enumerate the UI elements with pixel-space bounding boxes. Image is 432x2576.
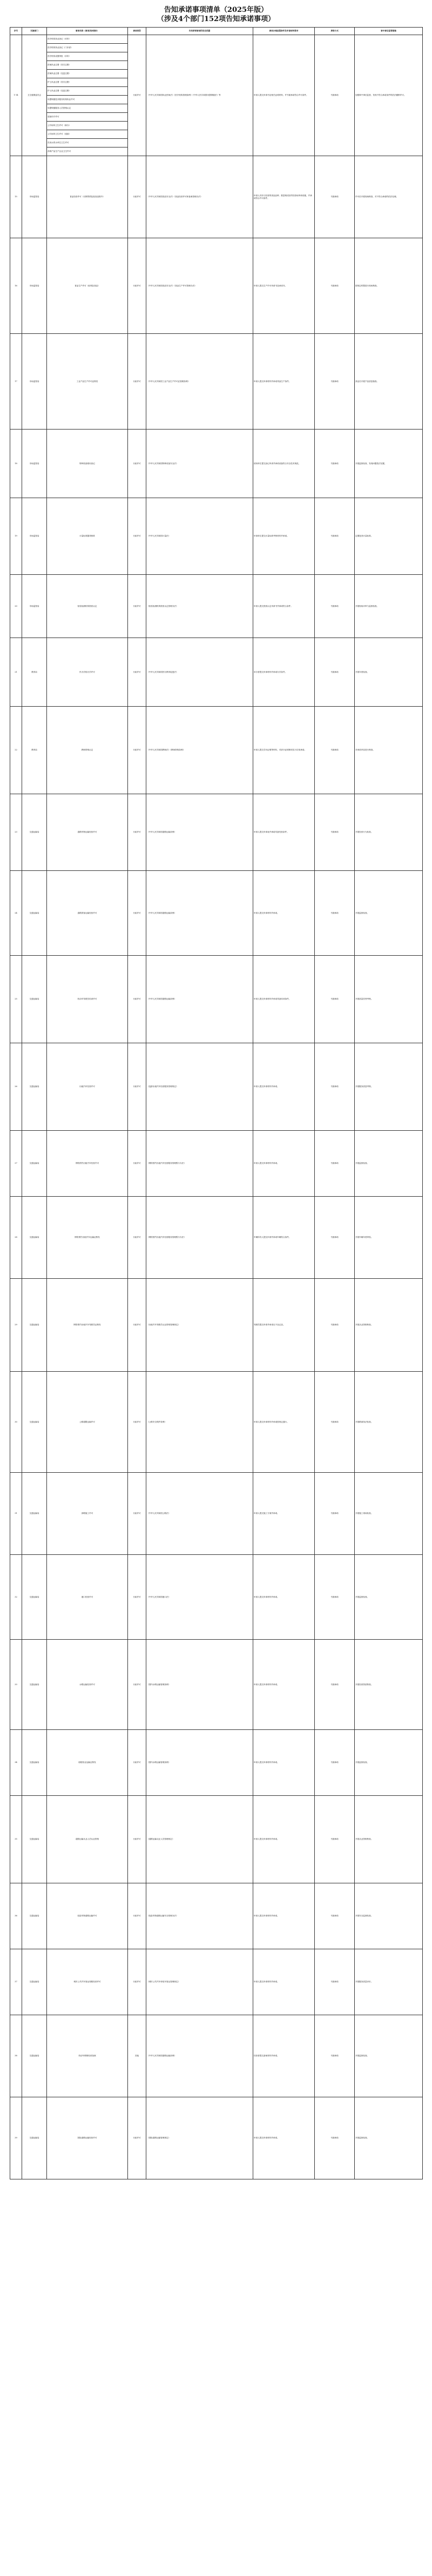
cell-commit: 书面承诺 [315, 638, 355, 707]
cell-no: 15 [10, 156, 22, 238]
cell-type: 行政许可 [128, 1473, 146, 1555]
cell-commit: 书面承诺 [315, 498, 355, 575]
cell-conditions: 使用单位提交登记申请并承诺设备符合安全技术规范。 [253, 430, 315, 498]
cell-name: 食品生产许可（低风险食品） [47, 238, 128, 334]
cell-commit: 书面承诺 [315, 1730, 355, 1796]
table-row [10, 498, 423, 575]
cell-basis: 《国内水路运输管理条例》 [146, 1730, 253, 1796]
cell-no: 17 [10, 334, 22, 430]
cell-dept: 交通运输局 [22, 1279, 47, 1372]
cell-name: 网络预约出租汽车经营许可 [47, 1131, 128, 1197]
table-row [10, 430, 423, 498]
cell-name: 船舶营业运输证核发 [47, 1730, 128, 1796]
cell-supervise: 开展从业资格核查。 [355, 1796, 423, 1883]
cell-basis: 《公路安全保护条例》 [146, 1372, 253, 1473]
cell-conditions: 举办者提交申请材料并承诺办学条件。 [253, 638, 315, 707]
cell-name: 涉路施工许可 [47, 1473, 128, 1555]
cell-name: 网络预约出租汽车运输证核发 [47, 1197, 128, 1279]
cell-basis: 《中华人民共和国民办教育促进法》 [146, 638, 253, 707]
cell-conditions: 经营者提交备案材料并承诺。 [253, 2015, 315, 2097]
cell-commit: 书面承诺 [315, 956, 355, 1043]
cell-commit: 书面承诺 [315, 707, 355, 794]
cell-no: 33 [10, 1640, 22, 1730]
cell-no: 28 [10, 1197, 22, 1279]
cell-conditions: 申请人提交申请材料并承诺。 [253, 1796, 315, 1883]
cell-name: 医师执业注册（首次注册） [47, 61, 128, 70]
cell-supervise: 加强事中事后监管，发现不符合承诺条件的依法撤销许可。 [355, 35, 423, 156]
cell-dept: 交通运输局 [22, 956, 47, 1043]
cell-name: 计量标准器具核准 [47, 498, 128, 575]
cell-name: 护士执业注册（变更注册） [47, 87, 128, 96]
cell-name: 公路超限运输许可 [47, 1372, 128, 1473]
cell-basis: 《中华人民共和国公路法》 [146, 1473, 253, 1555]
header-name: 事项名称（事项具体情形） [47, 28, 128, 35]
table-row [10, 1473, 423, 1555]
cell-name: 饮用水供水单位卫生许可 [47, 139, 128, 147]
table-row [10, 1043, 423, 1131]
cell-dept: 交通运输局 [22, 2097, 47, 2179]
cell-no: 1-14 [10, 35, 22, 156]
cell-name: 机动车维修经营备案 [47, 2015, 128, 2097]
cell-dept: 交通运输局 [22, 1197, 47, 1279]
header-type: 事项类型 [128, 28, 146, 35]
cell-conditions: 申请人提交申请材料并承诺。 [253, 1555, 315, 1640]
cell-conditions: 车辆所有人提交申请并承诺车辆符合条件。 [253, 1197, 315, 1279]
cell-conditions: 申请人提交申请书及相关证明材料，并书面承诺符合许可条件。 [253, 35, 315, 156]
cell-name: 教师资格认定 [47, 707, 128, 794]
cell-commit: 书面承诺 [315, 2015, 355, 2097]
cell-name: 放射诊疗许可 [47, 113, 128, 122]
cell-conditions: 申请人提交申请材料并承诺。 [253, 1949, 315, 2015]
cell-name: 道路货物运输经营许可 [47, 794, 128, 871]
cell-dept: 交通运输局 [22, 2015, 47, 2097]
cell-dept: 交通运输局 [22, 1883, 47, 1949]
cell-dept: 卫生健康委员会 [22, 35, 47, 156]
cell-type: 行政许可 [128, 1197, 146, 1279]
table-row [10, 1949, 423, 2015]
cell-basis: 《中华人民共和国特种设备安全法》 [146, 430, 253, 498]
cell-type: 行政许可 [128, 238, 146, 334]
cell-commit: 书面承诺 [315, 2097, 355, 2179]
cell-dept: 市场监管局 [22, 575, 47, 638]
cell-commit: 书面承诺 [315, 871, 355, 956]
cell-commit: 书面承诺 [315, 1372, 355, 1473]
cell-supervise: 开展年度检查。 [355, 638, 423, 707]
cell-no: 36 [10, 1883, 22, 1949]
cell-dept: 交通运输局 [22, 1555, 47, 1640]
cell-conditions: 申请人提交申请材料并承诺。 [253, 1640, 315, 1730]
cell-name: 消毒产品生产企业卫生许可 [47, 147, 128, 156]
cell-type: 行政许可 [128, 430, 146, 498]
cell-no: 35 [10, 1796, 22, 1883]
cell-dept: 交通运输局 [22, 871, 47, 956]
table-row [10, 2015, 423, 2097]
cell-name: 公共场所卫生许可（延续） [47, 130, 128, 139]
cell-basis: 《城市公共汽车和电车客运管理规定》 [146, 1949, 253, 2015]
cell-no: 27 [10, 1131, 22, 1197]
cell-supervise: 开展服务质量评价。 [355, 1949, 423, 2015]
cell-type: 行政许可 [128, 1730, 146, 1796]
table-row [10, 1372, 423, 1473]
table-row [10, 871, 423, 956]
cell-no: 30 [10, 1372, 22, 1473]
cell-conditions: 申请人提交申请材料并承诺。 [253, 1131, 315, 1197]
cell-basis: 《检验检测机构资质认定管理办法》 [146, 575, 253, 638]
header-commit: 承诺方式 [315, 28, 355, 35]
cell-no: 26 [10, 1043, 22, 1131]
table-row [10, 638, 423, 707]
cell-name: 网络预约出租汽车驾驶员证核发 [47, 1279, 128, 1372]
cell-dept: 市场监管局 [22, 334, 47, 430]
cell-conditions: 申请人具有与经营的食品品种、数量相适应的经营场所和设施，并承诺符合许可条件。 [253, 156, 315, 238]
title-line-1: 告知承诺事项清单（2025年版） [164, 6, 268, 14]
cell-basis: 《网络预约出租汽车经营服务管理暂行办法》 [146, 1131, 253, 1197]
cell-no: 23 [10, 794, 22, 871]
cell-supervise: 开展服务质量考核。 [355, 1043, 423, 1131]
cell-conditions: 申请单位提交计量标准考核材料并承诺。 [253, 498, 315, 575]
table-row [10, 1279, 423, 1372]
table-row [10, 1883, 423, 1949]
cell-conditions: 申请人提交申请材料并承诺。 [253, 1043, 315, 1131]
cell-supervise: 开展监督检查。 [355, 1555, 423, 1640]
cell-dept: 市场监管局 [22, 498, 47, 575]
cell-dept: 交通运输局 [22, 1473, 47, 1555]
cell-commit: 书面承诺 [315, 35, 355, 156]
cell-no: 18 [10, 430, 22, 498]
table-row [10, 1730, 423, 1796]
cell-type: 行政许可 [128, 1131, 146, 1197]
cell-commit: 书面承诺 [315, 1043, 355, 1131]
cell-commit: 书面承诺 [315, 156, 355, 238]
cell-supervise: 开展监督检查。 [355, 1730, 423, 1796]
cell-name: 民办学校办学许可 [47, 638, 128, 707]
cell-type: 行政许可 [128, 956, 146, 1043]
cell-supervise: 开展从业资格核查。 [355, 1279, 423, 1372]
cell-commit: 书面承诺 [315, 794, 355, 871]
table-row [10, 956, 423, 1043]
cell-commit: 书面承诺 [315, 1473, 355, 1555]
cell-supervise: 开展现场评审与监督检查。 [355, 575, 423, 638]
cell-supervise: 定期复查计量标准。 [355, 498, 423, 575]
cell-basis: 《危险货物道路运输安全管理办法》 [146, 1883, 253, 1949]
cell-type: 其他 [128, 2015, 146, 2097]
cell-no: 25 [10, 956, 22, 1043]
header-no: 序号 [10, 28, 22, 35]
cell-dept: 交通运输局 [22, 1949, 47, 2015]
cell-name: 医师执业注册（变更注册） [47, 70, 128, 78]
cell-name: 工业产品生产许可证核发 [47, 334, 128, 430]
header-conditions: 事项办理前置条件及申请材料要求 [253, 28, 315, 35]
cell-type: 行政许可 [128, 1796, 146, 1883]
cell-supervise: 开展路面执法检查。 [355, 1372, 423, 1473]
cell-commit: 书面承诺 [315, 430, 355, 498]
cell-no: 31 [10, 1473, 22, 1555]
cell-name: 机动车驾驶员培训许可 [47, 956, 128, 1043]
cell-commit: 书面承诺 [315, 1197, 355, 1279]
cell-commit: 书面承诺 [315, 1949, 355, 2015]
cell-basis: 《中华人民共和国工业产品生产许可证管理条例》 [146, 334, 253, 430]
cell-commit: 书面承诺 [315, 238, 355, 334]
table-row [10, 1640, 423, 1730]
cell-basis: 《中华人民共和国道路运输条例》 [146, 2015, 253, 2097]
cell-conditions: 申请人提交申请材料并承诺。 [253, 1730, 315, 1796]
cell-basis: 《出租汽车驾驶员从业资格管理规定》 [146, 1279, 253, 1372]
header-dept: 实施部门 [22, 28, 47, 35]
table-row [10, 156, 423, 238]
cell-name: 公共场所卫生许可（新办） [47, 122, 128, 130]
cell-dept: 交通运输局 [22, 1640, 47, 1730]
cell-type: 行政许可 [128, 156, 146, 238]
cell-name: 护士执业注册（首次注册） [47, 78, 128, 87]
cell-name: 特种设备使用登记 [47, 430, 128, 498]
cell-basis: 《中华人民共和国执业医师法》《医疗机构管理条例》《中华人民共和国母婴保健法》等 [146, 35, 253, 156]
cell-dept: 交通运输局 [22, 1043, 47, 1131]
cell-type: 行政许可 [128, 1883, 146, 1949]
header-basis: 告知承诺事项的设定依据 [146, 28, 253, 35]
table-row [10, 1555, 423, 1640]
cell-no: 34 [10, 1730, 22, 1796]
cell-conditions: 申请人提交申请表并承诺具备经营条件。 [253, 794, 315, 871]
cell-type: 行政许可 [128, 498, 146, 575]
cell-dept: 交通运输局 [22, 1730, 47, 1796]
cell-supervise: 开展经营资质核查。 [355, 1640, 423, 1730]
cell-basis: 《中华人民共和国教师法》《教师资格条例》 [146, 707, 253, 794]
table-row [10, 794, 423, 871]
cell-type: 行政许可 [128, 334, 146, 430]
table-row [10, 334, 423, 430]
cell-name: 医疗机构设置审批（诊所） [47, 52, 128, 61]
cell-supervise: 获证后开展产品质量抽查。 [355, 334, 423, 430]
cell-no: 16 [10, 238, 22, 334]
table-row [10, 2097, 423, 2179]
cell-name: 食品经营许可（仅销售预包装食品除外） [47, 156, 128, 238]
table-row [10, 35, 423, 44]
cell-commit: 书面承诺 [315, 1796, 355, 1883]
cell-conditions: 申请人提交申请材料并承诺。 [253, 2097, 315, 2179]
cell-dept: 交通运输局 [22, 794, 47, 871]
header-supervise: 事中事后监管措施 [355, 28, 423, 35]
cell-supervise: 开展监督检查。 [355, 871, 423, 956]
cell-type: 行政许可 [128, 1555, 146, 1640]
cell-supervise: 开展监督检查。 [355, 1131, 423, 1197]
cell-conditions: 申请人提交资质认定申请书并承诺符合条件。 [253, 575, 315, 638]
cell-basis: 《道路运输从业人员管理规定》 [146, 1796, 253, 1883]
table-row [10, 1131, 423, 1197]
cell-no: 38 [10, 2015, 22, 2097]
cell-commit: 书面承诺 [315, 1883, 355, 1949]
cell-basis: 《国际道路运输管理规定》 [146, 2097, 253, 2179]
cell-dept: 市场监管局 [22, 238, 47, 334]
cell-supervise: 开展监督检查。 [355, 2097, 423, 2179]
title-line-2: （涉及4个部门152项告知承诺事项） [157, 15, 275, 23]
cell-type: 行政许可 [128, 1949, 146, 2015]
document-title [10, 5, 422, 24]
cell-type: 行政许可 [128, 1279, 146, 1372]
cell-name: 医疗机构执业登记（诊所） [47, 35, 128, 44]
cell-basis: 《中华人民共和国港口法》 [146, 1555, 253, 1640]
table-row [10, 707, 423, 794]
cell-no: 24 [10, 871, 22, 956]
cell-conditions: 申请人提交申请材料并承诺具备生产条件。 [253, 334, 315, 430]
cell-name: 医疗机构执业登记（门诊部） [47, 44, 128, 52]
cell-type: 行政许可 [128, 1043, 146, 1131]
cell-supervise: 对承诺内容进行核查。 [355, 707, 423, 794]
cell-conditions: 申请人提交申请材料并承诺。 [253, 871, 315, 956]
cell-basis: 《网络预约出租汽车经营服务管理暂行办法》 [146, 1197, 253, 1279]
cell-supervise: 按规定时限进行现场核查。 [355, 238, 423, 334]
cell-no: 39 [10, 2097, 22, 2179]
table-header-row [10, 28, 423, 35]
cell-commit: 书面承诺 [315, 334, 355, 430]
cell-commit: 书面承诺 [315, 575, 355, 638]
cell-basis: 《中华人民共和国食品安全法》《食品经营许可和备案管理办法》 [146, 156, 253, 238]
cell-conditions: 申请人提交申请材料并承诺。 [253, 1883, 315, 1949]
cell-conditions: 申请人提交申请材料并承诺按规定通行。 [253, 1372, 315, 1473]
cell-type: 行政许可 [128, 35, 146, 156]
cell-supervise: 开展经营行为检查。 [355, 794, 423, 871]
cell-dept: 市场监管局 [22, 156, 47, 238]
cell-name: 出租汽车经营许可 [47, 1043, 128, 1131]
commitment-table [10, 27, 423, 2179]
cell-no: 37 [10, 1949, 22, 2015]
cell-type: 行政许可 [128, 575, 146, 638]
cell-no: 19 [10, 498, 22, 575]
cell-conditions: 申请人提交学历证明等材料，对部分证明事项实行告知承诺。 [253, 707, 315, 794]
cell-no: 20 [10, 575, 22, 638]
cell-name: 危险货物道路运输许可 [47, 1883, 128, 1949]
cell-basis: 《中华人民共和国道路运输条例》 [146, 956, 253, 1043]
cell-supervise: 许可后开展现场核查，对不符合承诺的依法处理。 [355, 156, 423, 238]
cell-basis: 《国内水路运输管理条例》 [146, 1640, 253, 1730]
table-row [10, 1796, 423, 1883]
table-row [10, 1197, 423, 1279]
cell-supervise: 开展安全监督检查。 [355, 1883, 423, 1949]
cell-basis: 《中华人民共和国计量法》 [146, 498, 253, 575]
cell-commit: 书面承诺 [315, 1555, 355, 1640]
table-row [10, 238, 423, 334]
cell-no: 32 [10, 1555, 22, 1640]
cell-basis: 《中华人民共和国道路运输条例》 [146, 794, 253, 871]
cell-supervise: 开展施工现场检查。 [355, 1473, 423, 1555]
cell-name: 道路旅客运输经营许可 [47, 871, 128, 956]
cell-basis: 《中华人民共和国道路运输条例》 [146, 871, 253, 956]
cell-basis: 《中华人民共和国食品安全法》《食品生产许可管理办法》 [146, 238, 253, 334]
cell-type: 行政许可 [128, 1640, 146, 1730]
cell-commit: 书面承诺 [315, 1279, 355, 1372]
cell-conditions: 驾驶员提交申请并承诺无不良记录。 [253, 1279, 315, 1372]
cell-type: 行政许可 [128, 1372, 146, 1473]
cell-basis: 《巡游出租汽车经营服务管理规定》 [146, 1043, 253, 1131]
cell-supervise: 开展质量信誉考核。 [355, 956, 423, 1043]
cell-no: 29 [10, 1279, 22, 1372]
cell-conditions: 申请人提交生产许可申请书及承诺书。 [253, 238, 315, 334]
cell-name: 母婴保健技术服务机构执业许可 [47, 96, 128, 104]
cell-dept: 教育局 [22, 707, 47, 794]
cell-name: 检验检测机构资质认定 [47, 575, 128, 638]
cell-conditions: 申请人提交申请材料并承诺具备培训条件。 [253, 956, 315, 1043]
cell-dept: 交通运输局 [22, 1131, 47, 1197]
cell-name: 母婴保健服务人员资格认定 [47, 104, 128, 113]
cell-type: 行政许可 [128, 871, 146, 956]
cell-type: 行政许可 [128, 2097, 146, 2179]
cell-commit: 书面承诺 [315, 1640, 355, 1730]
cell-name: 道路运输从业人员从业资格 [47, 1796, 128, 1883]
cell-dept: 交通运输局 [22, 1372, 47, 1473]
cell-name: 水路运输经营许可 [47, 1640, 128, 1730]
cell-name: 城市公共汽车客运线路经营许可 [47, 1949, 128, 2015]
cell-name: 国际道路运输经营许可 [47, 2097, 128, 2179]
cell-type: 行政许可 [128, 707, 146, 794]
cell-dept: 交通运输局 [22, 1796, 47, 1883]
cell-commit: 书面承诺 [315, 1131, 355, 1197]
cell-supervise: 开展车辆年度审验。 [355, 1197, 423, 1279]
cell-dept: 市场监管局 [22, 430, 47, 498]
cell-name: 港口经营许可 [47, 1555, 128, 1640]
cell-no: 22 [10, 707, 22, 794]
cell-dept: 教育局 [22, 638, 47, 707]
cell-type: 行政许可 [128, 794, 146, 871]
cell-supervise: 开展监督检查。 [355, 2015, 423, 2097]
cell-conditions: 申请人提交施工方案并承诺。 [253, 1473, 315, 1555]
cell-type: 行政许可 [128, 638, 146, 707]
table-row [10, 575, 423, 638]
cell-supervise: 开展监督检查，发现问题依法处置。 [355, 430, 423, 498]
cell-no: 21 [10, 638, 22, 707]
